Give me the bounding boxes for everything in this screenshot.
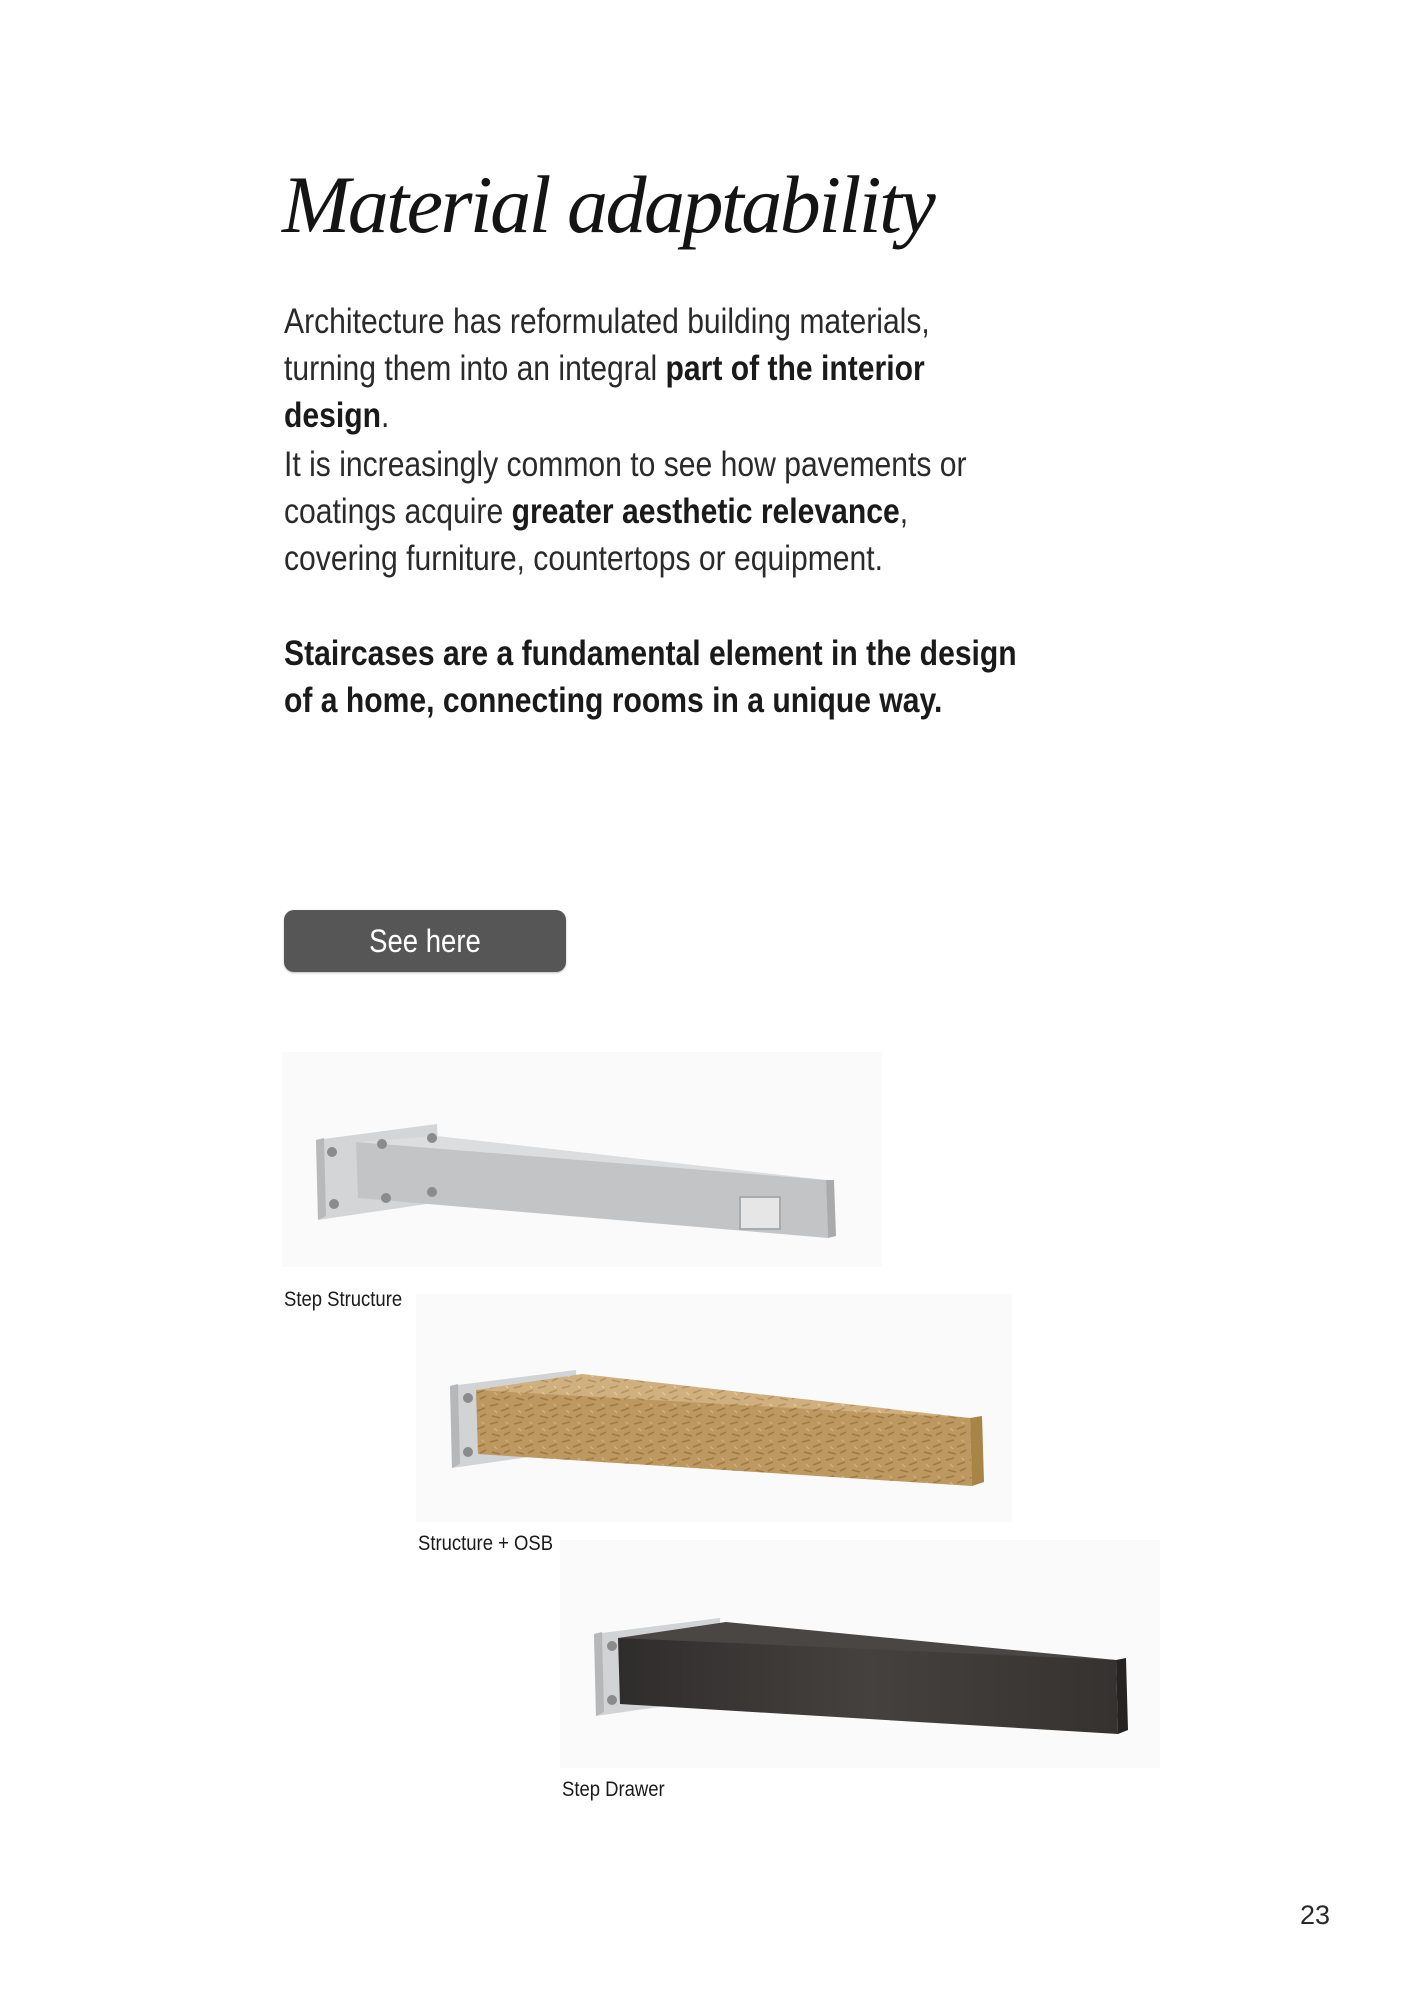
intro-text: Architecture has reformulated building materials, turning them into an integral bbox=[284, 302, 930, 388]
structure-osb-figure bbox=[416, 1294, 1012, 1522]
staircase-paragraph: Staircases are a fundamental element in the design of a home, connecting rooms in a unique way. bbox=[284, 634, 1017, 720]
step-structure-caption: Step Structure bbox=[284, 1288, 403, 1311]
metal-step-structure-image bbox=[282, 1052, 882, 1267]
aesthetic-highlight: greater aesthetic relevance bbox=[511, 492, 900, 531]
aesthetic-paragraph bbox=[284, 441, 1024, 582]
intro-highlight: part of the interior design bbox=[284, 349, 925, 435]
intro-paragraph bbox=[284, 298, 1024, 439]
see-here-button[interactable] bbox=[284, 910, 566, 972]
step-structure-figure bbox=[282, 1052, 882, 1267]
step-drawer-caption: Step Drawer bbox=[562, 1778, 665, 1801]
step-drawer-figure bbox=[560, 1540, 1160, 1768]
aesthetic-text: It is increasingly common to see how pavements or coatings acquire bbox=[284, 445, 967, 531]
aesthetic-text-end: , covering furniture, countertops or equipment. bbox=[284, 492, 909, 578]
structure-osb-caption: Structure + OSB bbox=[418, 1532, 554, 1555]
page-number: 23 bbox=[1299, 1900, 1330, 1930]
see-here-label: See here bbox=[369, 923, 481, 959]
dark-step-drawer-image bbox=[560, 1540, 1160, 1768]
page-title: Material adaptability bbox=[282, 159, 934, 250]
osb-step-image bbox=[416, 1294, 1012, 1522]
intro-text-end: . bbox=[381, 396, 390, 435]
